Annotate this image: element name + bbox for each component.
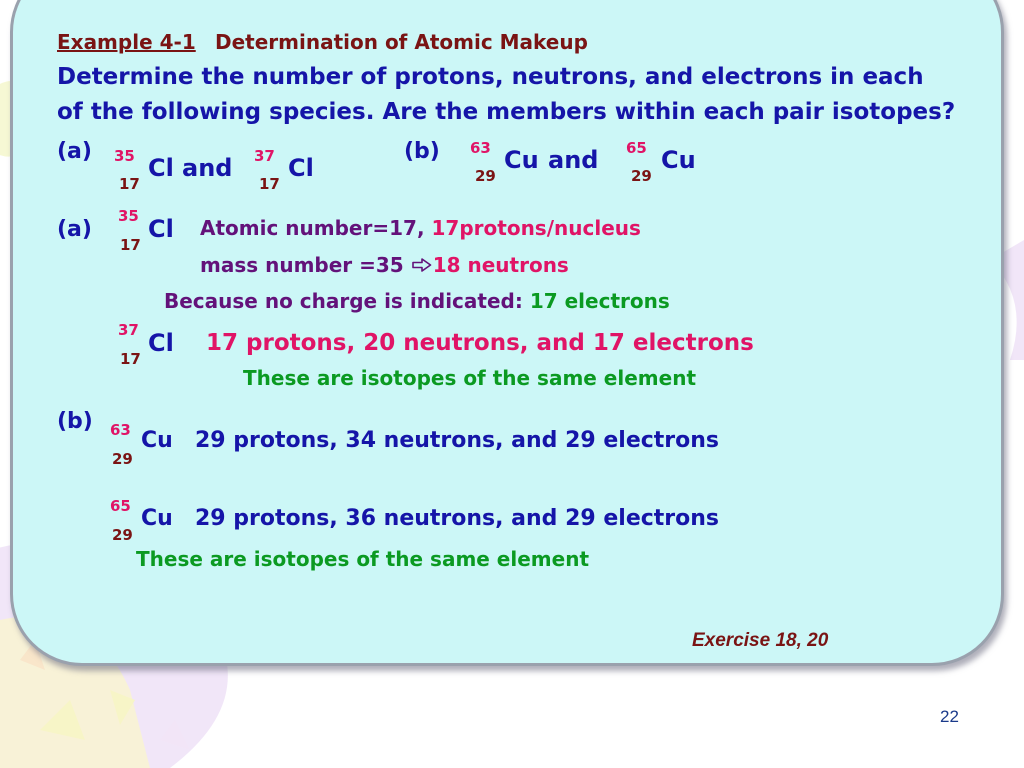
answer-a-label: (a) — [57, 217, 92, 242]
isotope-symbol: Cl — [148, 154, 174, 182]
isotope-atomic-number: 17 — [119, 175, 140, 193]
example-label: Example 4-1 — [57, 30, 196, 54]
electrons-highlight: 17 electrons — [529, 289, 670, 313]
isotope-symbol: Cu — [504, 146, 539, 174]
question-line-1: Determine the number of protons, neutrons, and electrons in each — [57, 64, 924, 90]
mass-number-line — [200, 253, 569, 277]
hollow-right-arrow-icon — [412, 258, 432, 272]
isotope-symbol: Cu — [661, 146, 696, 174]
isotope-mass-number: 63 — [470, 139, 491, 157]
isotope-atomic-number: 17 — [120, 350, 141, 368]
isotope-symbol: Cu — [141, 428, 173, 453]
isotope-mass-number: 37 — [118, 321, 139, 339]
exercise-reference: Exercise 18, 20 — [692, 630, 829, 651]
mass-number-text: mass number =35 — [200, 253, 411, 277]
isotope-atomic-number: 29 — [631, 167, 652, 185]
part-a-label: (a) — [57, 139, 92, 164]
isotope-mass-number: 35 — [118, 207, 139, 225]
isotope-atomic-number: 29 — [112, 450, 133, 468]
isotope-mass-number: 37 — [254, 147, 275, 165]
isotopes-conclusion: These are isotopes of the same element — [136, 547, 589, 571]
isotope-symbol: Cl — [148, 329, 174, 357]
pair-connector: and — [182, 154, 233, 182]
isotope-composition: 29 protons, 34 neutrons, and 29 electrons — [195, 428, 720, 453]
isotope-composition: 17 protons, 20 neutrons, and 17 electrons — [206, 330, 754, 356]
isotope-symbol: Cl — [288, 154, 314, 182]
part-b-label: (b) — [404, 139, 440, 164]
charge-line — [164, 289, 670, 313]
isotope-mass-number: 65 — [626, 139, 647, 157]
question-line-2: of the following species. Are the members within each pair isotopes? — [57, 99, 956, 125]
atomic-number-text: Atomic number=17, — [200, 216, 432, 240]
protons-highlight: 17protons/nucleus — [431, 216, 641, 240]
isotope-composition: 29 protons, 36 neutrons, and 29 electrons — [195, 506, 720, 531]
isotope-atomic-number: 17 — [259, 175, 280, 193]
isotope-symbol: Cu — [141, 506, 173, 531]
isotope-mass-number: 65 — [110, 497, 131, 515]
isotopes-conclusion: These are isotopes of the same element — [243, 366, 696, 390]
neutrons-highlight: 18 neutrons — [432, 253, 569, 277]
page-number: 22 — [940, 707, 959, 726]
example-title: Determination of Atomic Makeup — [215, 30, 588, 54]
isotope-atomic-number: 29 — [112, 526, 133, 544]
pair-connector: and — [548, 146, 599, 174]
atomic-number-line — [200, 216, 641, 240]
charge-text: Because no charge is indicated: — [164, 289, 530, 313]
isotope-atomic-number: 17 — [120, 236, 141, 254]
isotope-atomic-number: 29 — [475, 167, 496, 185]
answer-b-label: (b) — [57, 409, 93, 434]
isotope-mass-number: 63 — [110, 421, 131, 439]
isotope-symbol: Cl — [148, 215, 174, 243]
isotope-mass-number: 35 — [114, 147, 135, 165]
